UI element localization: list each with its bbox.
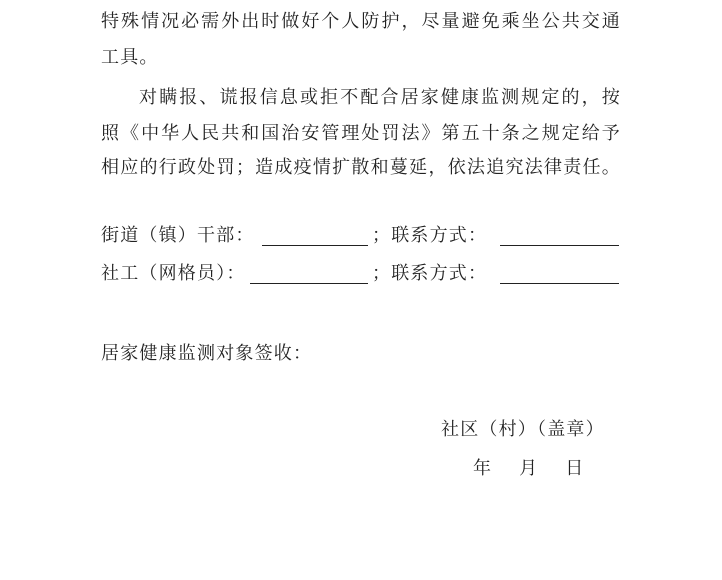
- separator: ；: [372, 225, 392, 246]
- paragraph-1-line-1: 特殊情况必需外出时做好个人防护，尽量避免乘坐公共交通: [101, 11, 621, 32]
- contact-method-label: 联系方式：: [391, 263, 488, 284]
- paragraph-2-line-2: 照《中华人民共和国治安管理处罚法》第五十条之规定给予: [101, 123, 621, 144]
- social-worker-name-blank[interactable]: [250, 265, 368, 284]
- contact-method-label: 联系方式：: [391, 225, 488, 246]
- social-worker-contact-blank[interactable]: [500, 265, 619, 284]
- paragraph-1-line-2: 工具。: [101, 47, 159, 68]
- date-year: 年: [473, 458, 493, 479]
- recipient-signature-label: 居家健康监测对象签收：: [101, 343, 313, 364]
- paragraph-2-line-3: 相应的行政处罚；造成疫情扩散和蔓延，依法追究法律责任。: [101, 157, 621, 178]
- social-worker-label: 社工（网格员）：: [101, 263, 246, 284]
- street-official-label: 街道（镇）干部：: [101, 225, 255, 246]
- contact-row-street-official: [101, 224, 255, 248]
- date-line: [473, 457, 584, 481]
- street-official-contact-blank[interactable]: [500, 227, 619, 246]
- community-seal-label: 社区（村）（盖章）: [441, 419, 605, 440]
- date-month: 月: [519, 458, 539, 479]
- contact-row-street-official-separator: [372, 224, 487, 248]
- contact-row-social-worker-separator: [372, 262, 487, 286]
- date-day: 日: [565, 458, 585, 479]
- paragraph-2-line-1: 对瞒报、谎报信息或拒不配合居家健康监测规定的，按: [139, 87, 621, 108]
- contact-row-social-worker: [101, 262, 246, 286]
- street-official-name-blank[interactable]: [262, 227, 368, 246]
- separator: ；: [372, 263, 392, 284]
